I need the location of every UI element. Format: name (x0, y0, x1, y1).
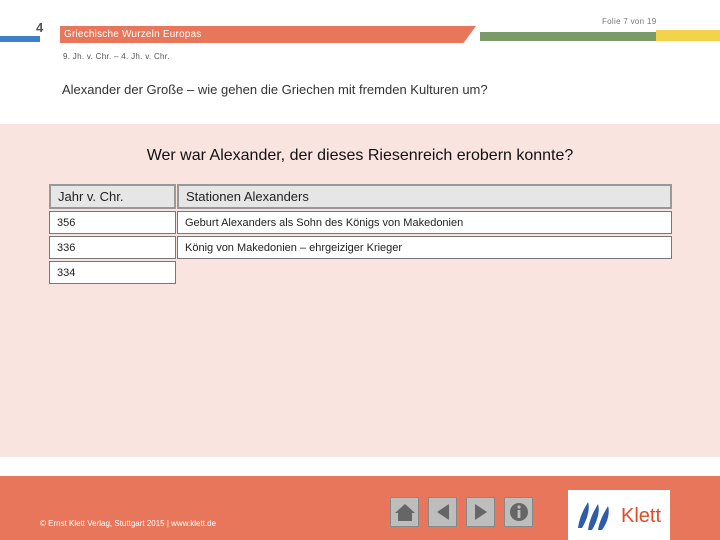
table-cell-station: Geburt Alexanders als Sohn des Königs von Makedonien (177, 211, 672, 234)
table-cell-year: 356 (49, 211, 176, 234)
yellow-stripe (656, 30, 720, 41)
table-cell-station: König von Makedonien – ehrgeiziger Krieger (177, 236, 672, 259)
next-icon (471, 502, 491, 522)
question-title: Wer war Alexander, der dieses Riesenreich erobern konnte? (146, 147, 574, 164)
page-indicator: Folie 7 von 19 (602, 17, 657, 26)
next-button[interactable] (466, 497, 495, 527)
chapter-number: 4 (36, 20, 44, 35)
content-area (0, 124, 720, 457)
chapter-title: Griechische Wurzeln Europas (64, 29, 202, 40)
info-button[interactable] (504, 497, 533, 527)
slide-heading: Alexander der Große – wie gehen die Griechen mit fremden Kulturen um? (62, 82, 488, 97)
home-icon (394, 502, 416, 522)
previous-button[interactable] (428, 497, 457, 527)
info-icon (508, 501, 530, 523)
klett-leaf-icon (574, 498, 618, 534)
klett-logo-text: Klett (621, 505, 662, 527)
home-button[interactable] (390, 497, 419, 527)
table-header-year: Jahr v. Chr. (49, 184, 176, 209)
green-stripe (480, 32, 656, 41)
period-label: 9. Jh. v. Chr. – 4. Jh. v. Chr. (63, 52, 170, 61)
copyright-text: © Ernst Klett Verlag, Stuttgart 2015 | www.klett.de (40, 519, 217, 528)
blue-stripe (0, 36, 40, 42)
table-cell-year: 336 (49, 236, 176, 259)
table-cell-year: 334 (49, 261, 176, 284)
table-header-stations: Stationen Alexanders (177, 184, 672, 209)
previous-icon (433, 502, 453, 522)
